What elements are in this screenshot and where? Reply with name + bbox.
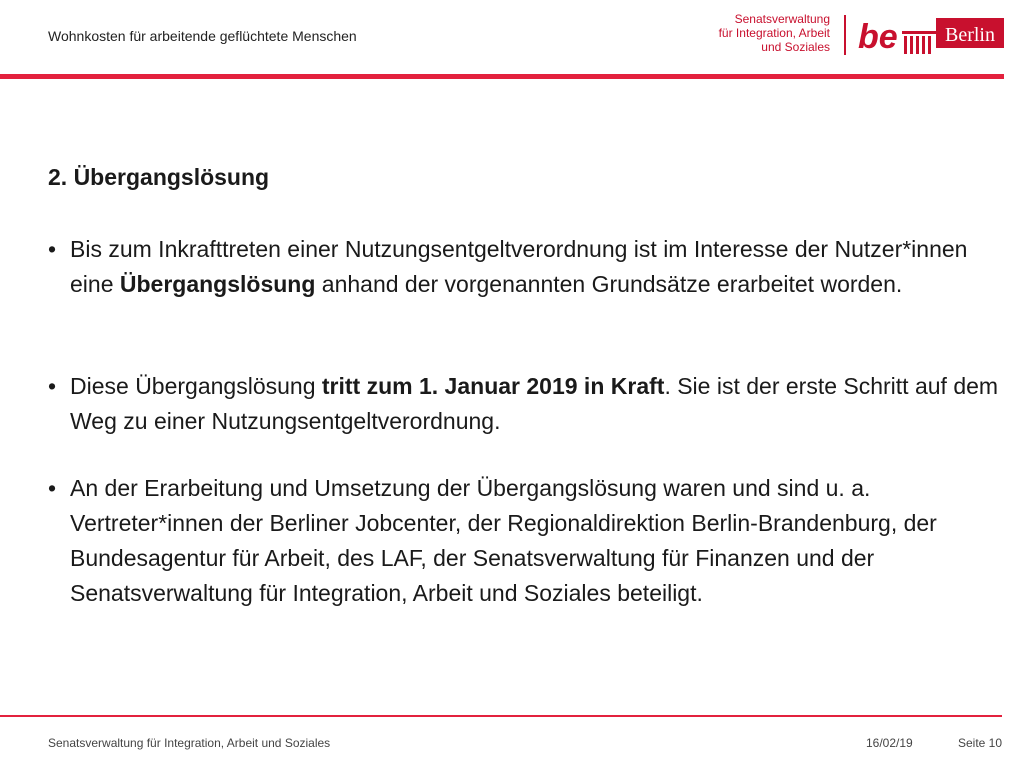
logo-line-2: für Integration, Arbeit <box>718 26 830 40</box>
header-rule <box>0 74 1004 79</box>
footer-organization: Senatsverwaltung für Integration, Arbeit und Soziales <box>48 736 331 750</box>
logo-divider <box>844 15 846 55</box>
bullet-item-3 <box>48 471 1008 611</box>
bullet-dot-icon: • <box>48 475 57 501</box>
bullet-2-bold: tritt zum 1. Januar 2019 in Kraft <box>321 373 665 399</box>
bullet-text-1 <box>70 232 1008 302</box>
bullet-item-2 <box>48 369 1008 439</box>
bullet-2-part-1: Diese Übergangslösung <box>70 373 322 399</box>
bullet-text-2 <box>70 369 1008 439</box>
footer-date: 16/02/19 <box>866 736 913 750</box>
bullet-1-part-1: Bis zum Inkrafttreten einer Nutzungsentgeltverordnung ist im Interesse der Nutzer*innen eine <box>70 236 968 297</box>
berlin-mark: Berlin <box>945 24 995 46</box>
footer-page-number: Seite 10 <box>958 736 1003 750</box>
brandenburg-gate-icon <box>902 31 936 54</box>
bullet-1-part-2: anhand der vorgenannten Grundsätze erarbeitet worden. <box>315 271 903 297</box>
header-title: Wohnkosten für arbeitende geflüchtete Menschen <box>48 28 357 44</box>
senatsverwaltung-logo-text <box>712 12 830 54</box>
bullet-dot-icon: • <box>48 373 57 399</box>
be-berlin-logo-icon <box>856 14 1006 58</box>
bullet-item-1 <box>48 232 1008 302</box>
logo-line-1: Senatsverwaltung <box>734 12 830 26</box>
bullet-dot-icon: • <box>48 236 57 262</box>
section-heading: 2. Übergangslösung <box>48 164 270 190</box>
footer-rule <box>0 715 1002 717</box>
bullet-1-bold: Übergangslösung <box>119 271 316 297</box>
bullet-2-part-2: . Sie ist der erste Schritt auf dem Weg zu einer Nutzungsentgeltverordnung. <box>70 373 999 434</box>
bullet-text-3: An der Erarbeitung und Umsetzung der Übergangslösung waren und sind u. a. Vertreter*innen der Berliner Jobcenter, der Regionaldirektion Berlin-Brandenburg, der Bundesagentur für Arbeit, des LAF, der Senatsverwaltung für Finanzen und der Senatsverwaltung für Integration, Arbeit und Soziales beteiligt. <box>70 475 937 606</box>
logo-line-3: und Soziales <box>761 40 830 54</box>
be-mark: be <box>858 18 898 56</box>
